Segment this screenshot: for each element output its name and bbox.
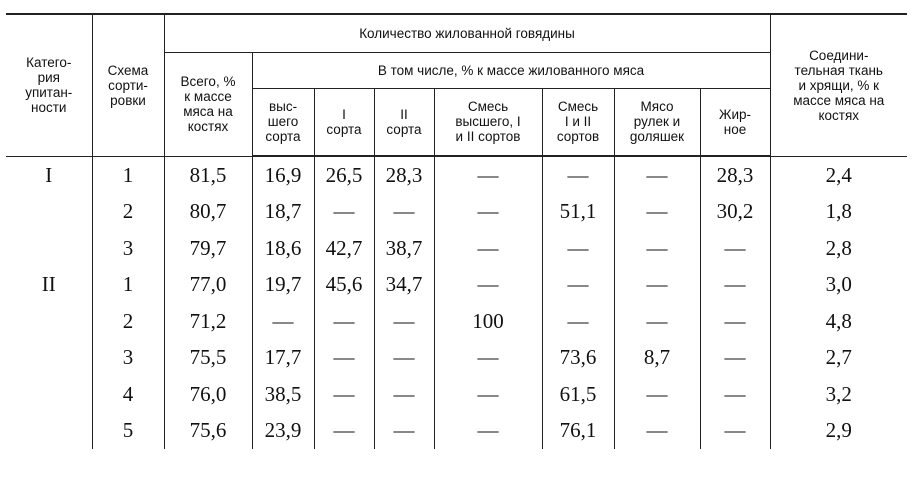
cell-connective: 2,8 (770, 230, 907, 267)
table-row (6, 303, 907, 340)
cell-mix-premium: — (434, 230, 542, 267)
table-row (6, 194, 907, 231)
cell-connective: 2,9 (770, 413, 907, 450)
cell-mix-1-2: — (542, 156, 614, 194)
cell-mix-premium: — (434, 194, 542, 231)
cell-fatty: 30,2 (700, 194, 770, 231)
cell-shank: — (614, 413, 700, 450)
cell-mix-1-2: — (542, 230, 614, 267)
cell-premium: 23,9 (252, 413, 314, 450)
cell-shank: — (614, 267, 700, 304)
cell-grade2: 38,7 (374, 230, 434, 267)
cell-shank: — (614, 194, 700, 231)
table-row (6, 376, 907, 413)
cell-fatty: — (700, 267, 770, 304)
table-row (6, 156, 907, 194)
cell-mix-1-2: — (542, 303, 614, 340)
cell-grade2: — (374, 303, 434, 340)
cell-scheme: 3 (92, 230, 164, 267)
cell-fatty: 28,3 (700, 156, 770, 194)
cell-fatty: — (700, 340, 770, 377)
cell-total: 79,7 (164, 230, 252, 267)
cell-mix-premium: — (434, 156, 542, 194)
cell-category (6, 413, 92, 450)
header-grade1 (314, 88, 374, 156)
header-grade1-text: I сорта (326, 106, 362, 137)
cell-total: 81,5 (164, 156, 252, 194)
header-mix-premium-text: Смесь высшего, I и II сортов (455, 99, 521, 145)
table-row (6, 340, 907, 377)
header-subgroup-title (252, 52, 770, 88)
cell-category (6, 230, 92, 267)
header-total-text: Всего, % к массе мяса на костях (180, 74, 236, 134)
cell-total: 75,5 (164, 340, 252, 377)
cell-mix-premium: — (434, 267, 542, 304)
header-category (6, 14, 92, 156)
cell-premium: 18,7 (252, 194, 314, 231)
cell-grade1: 45,6 (314, 267, 374, 304)
cell-mix-1-2: 51,1 (542, 194, 614, 231)
cell-premium: 18,6 (252, 230, 314, 267)
cell-connective: 2,7 (770, 340, 907, 377)
header-mix-1-2-text: Смесь I и II сортов (556, 99, 600, 145)
header-fatty (700, 88, 770, 156)
cell-mix-1-2: 73,6 (542, 340, 614, 377)
cell-scheme: 1 (92, 156, 164, 194)
cell-mix-1-2: 76,1 (542, 413, 614, 450)
header-group-title (164, 14, 770, 52)
header-shank-text: Мясо рулек и gоляшек (629, 99, 685, 145)
cell-premium: 38,5 (252, 376, 314, 413)
cell-fatty: — (700, 230, 770, 267)
header-grade2-text: II сорта (386, 106, 422, 137)
cell-fatty: — (700, 376, 770, 413)
cell-shank: 8,7 (614, 340, 700, 377)
cell-premium: 19,7 (252, 267, 314, 304)
cell-mix-premium: 100 (434, 303, 542, 340)
cell-grade1: — (314, 340, 374, 377)
cell-connective: 4,8 (770, 303, 907, 340)
cell-total: 80,7 (164, 194, 252, 231)
header-mix-1-2 (542, 88, 614, 156)
header-premium-text: выс- шего сорта (265, 99, 301, 145)
cell-category: I (6, 156, 92, 194)
cell-total: 75,6 (164, 413, 252, 450)
cell-scheme: 2 (92, 303, 164, 340)
cell-scheme: 2 (92, 194, 164, 231)
cell-total: 76,0 (164, 376, 252, 413)
cell-grade2: — (374, 340, 434, 377)
cell-connective: 3,0 (770, 267, 907, 304)
header-group-title-text: Количество жилованной говядины (359, 25, 575, 41)
cell-scheme: 3 (92, 340, 164, 377)
cell-mix-premium: — (434, 413, 542, 450)
cell-category (6, 340, 92, 377)
cell-category (6, 194, 92, 231)
cell-grade2: 28,3 (374, 156, 434, 194)
table-body (6, 156, 907, 449)
cell-grade1: 26,5 (314, 156, 374, 194)
header-shank (614, 88, 700, 156)
table-row (6, 413, 907, 450)
cell-shank: — (614, 156, 700, 194)
cell-fatty: — (700, 303, 770, 340)
header-total (164, 52, 252, 156)
table-row (6, 230, 907, 267)
header-scheme (92, 14, 164, 156)
cell-grade2: 34,7 (374, 267, 434, 304)
header-scheme-text: Схема сорти- ровки (107, 62, 149, 108)
cell-grade1: 42,7 (314, 230, 374, 267)
cell-grade2: — (374, 194, 434, 231)
header-subgroup-title-text: В том числе, % к массе жилованного мяса (377, 62, 645, 78)
cell-mix-1-2: 61,5 (542, 376, 614, 413)
header-connective-text: Соедини- тельная ткань и хрящи, % к массе мяса на костях (793, 47, 885, 123)
cell-connective: 3,2 (770, 376, 907, 413)
cell-mix-premium: — (434, 340, 542, 377)
cell-shank: — (614, 303, 700, 340)
cell-category (6, 376, 92, 413)
cell-premium: 16,9 (252, 156, 314, 194)
cell-grade1: — (314, 376, 374, 413)
header-grade2 (374, 88, 434, 156)
cell-total: 77,0 (164, 267, 252, 304)
cell-shank: — (614, 376, 700, 413)
header-fatty-text: Жир- ное (719, 106, 752, 137)
header-category-text: Катего- рия упитан- ности (25, 55, 73, 116)
cell-total: 71,2 (164, 303, 252, 340)
table-row (6, 267, 907, 304)
cell-premium: 17,7 (252, 340, 314, 377)
cell-grade1: — (314, 303, 374, 340)
beef-yield-table (6, 13, 907, 449)
cell-category: II (6, 267, 92, 304)
cell-grade2: — (374, 376, 434, 413)
header-connective (770, 14, 907, 156)
cell-connective: 1,8 (770, 194, 907, 231)
cell-scheme: 5 (92, 413, 164, 450)
cell-shank: — (614, 230, 700, 267)
cell-mix-premium: — (434, 376, 542, 413)
cell-fatty: — (700, 413, 770, 450)
cell-connective: 2,4 (770, 156, 907, 194)
header-premium (252, 88, 314, 156)
cell-grade1: — (314, 413, 374, 450)
cell-premium: — (252, 303, 314, 340)
header-mix-premium (434, 88, 542, 156)
table-container (6, 13, 907, 449)
cell-mix-1-2: — (542, 267, 614, 304)
cell-category (6, 303, 92, 340)
cell-scheme: 1 (92, 267, 164, 304)
cell-grade1: — (314, 194, 374, 231)
cell-scheme: 4 (92, 376, 164, 413)
cell-grade2: — (374, 413, 434, 450)
